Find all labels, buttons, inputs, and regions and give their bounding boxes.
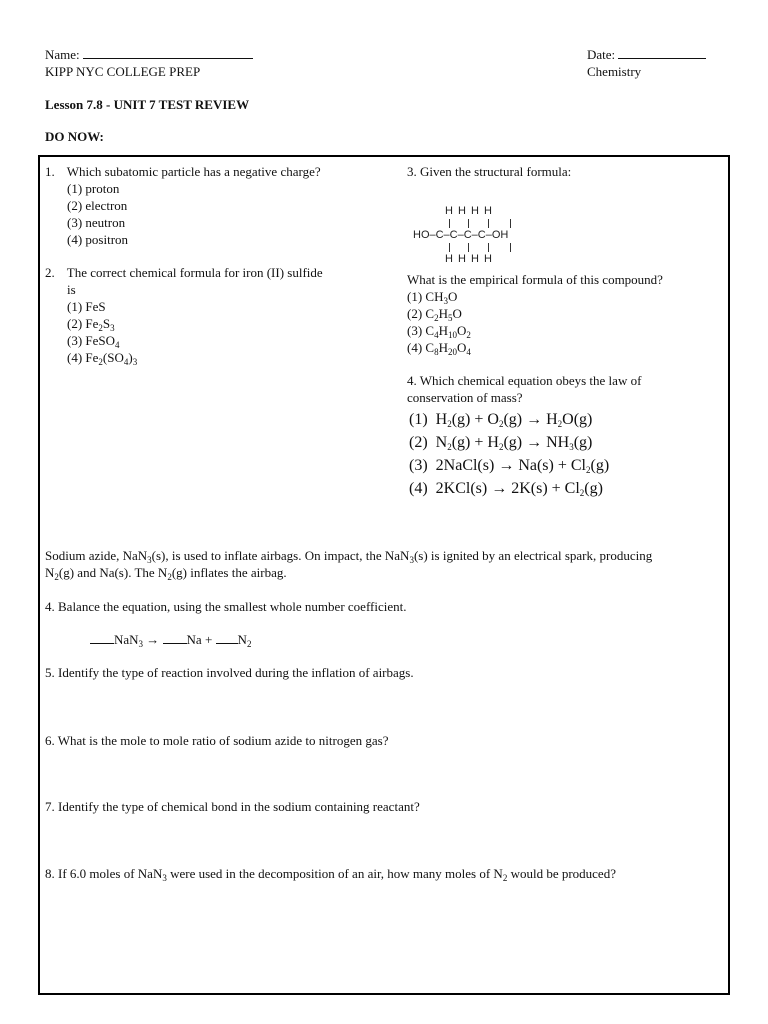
- q1-option-2: (2) electron: [67, 198, 128, 213]
- q3-option-1: (1) $CH_3O$: [407, 289, 458, 306]
- balance-question: 4. Balance the equation, using the smallest whole number coefficient.: [45, 599, 407, 614]
- structural-formula: [413, 205, 553, 267]
- name-label: Name:: [45, 47, 80, 62]
- q2-number: 2.: [45, 265, 55, 280]
- coefficient-blank-1[interactable]: [90, 632, 114, 644]
- date-field: [587, 47, 706, 63]
- equation-2: (2) $N_2(g) + H_2(g) \to NH_3(g)$: [409, 434, 593, 452]
- question-2: [45, 264, 323, 366]
- balance-equation: $NaN_3 \to Na + N_2$: [90, 631, 251, 648]
- q3-question: What is the empirical formula of this compound?: [407, 272, 663, 287]
- q1-option-4: (4) positron: [67, 232, 129, 247]
- question-8: 8. If 6.0 moles of NaN$_3$ were used in the decomposition of an air, how many moles of $N_2$ would be produced?: [45, 866, 616, 883]
- equation-3: (3) 2NaCl(s) → $Na(s) + Cl_2(g)$: [409, 457, 610, 475]
- equation-4: (4) $2KCl(s) \to 2K(s) + Cl_2(g)$: [409, 480, 603, 498]
- question-3: [407, 163, 571, 180]
- q2-option-3: (3) FeSO$_4$: [67, 333, 120, 350]
- question-5: 5. Identify the type of reaction involved during the inflation of airbags.: [45, 665, 414, 680]
- question-1: [45, 163, 321, 248]
- question-6: 6. What is the mole to mole ratio of sodium azide to nitrogen gas?: [45, 733, 389, 748]
- passage-line-1: Sodium azide, NaN$_3$(s), is used to inflate airbags. On impact, the NaN$_3$(s) is ignited by an electrical spark, producing: [45, 548, 653, 565]
- question-7: 7. Identify the type of chemical bond in the sodium containing reactant?: [45, 799, 420, 814]
- name-field: [45, 47, 253, 63]
- q2-option-2: (2) $Fe_2S_3$: [67, 316, 115, 333]
- q2-text: The correct chemical formula for iron (II) sulfide: [66, 265, 323, 280]
- question-4-mc: [407, 372, 641, 406]
- passage-line-2: $N_2(g)$ and Na(s). The $N_2(g)$ inflates the airbag.: [45, 565, 287, 582]
- q3-option-3: (3) $C_4H_{10}O_2$: [407, 323, 471, 340]
- struct-bottom-h: H H H H: [445, 253, 493, 265]
- equation-1: (1) $H_2(g) + O_2(g) \to H_2O(g)$: [409, 411, 593, 429]
- struct-top-h: H H H H: [445, 205, 493, 217]
- airbag-passage: [45, 547, 652, 581]
- struct-main-chain: HO–C–C–C–C–OH: [413, 229, 509, 241]
- do-now-heading: DO NOW:: [45, 129, 104, 144]
- subject: Chemistry: [587, 64, 642, 79]
- q1-text: Which subatomic particle has a negative charge?: [66, 164, 321, 179]
- q1-option-1: (1) proton: [67, 181, 120, 196]
- date-blank[interactable]: [618, 47, 706, 59]
- name-blank[interactable]: [83, 47, 253, 59]
- coefficient-blank-3[interactable]: [216, 632, 238, 644]
- question-3-choices: [407, 271, 663, 356]
- q4-text-1: 4. Which chemical equation obeys the law of: [407, 373, 642, 388]
- q3-option-2: (2) $C_2H_5O$: [407, 306, 462, 323]
- school-name: KIPP NYC COLLEGE PREP: [45, 64, 201, 79]
- q1-number: 1.: [45, 164, 55, 179]
- equation-list: [409, 408, 609, 500]
- q2-text-cont: is: [67, 282, 76, 297]
- q1-option-3: (3) neutron: [67, 215, 126, 230]
- q3-option-4: (4) $C_8H_{20}O_4$: [407, 340, 471, 357]
- q2-option-4: (4) $Fe_2(SO_4)_3$: [67, 350, 138, 367]
- lesson-title: Lesson 7.8 - UNIT 7 TEST REVIEW: [45, 97, 250, 112]
- date-label: Date:: [587, 47, 616, 62]
- q4-text-2: conservation of mass?: [407, 390, 523, 405]
- q3-number: 3.: [407, 164, 417, 179]
- q3-text: Given the structural formula:: [420, 164, 572, 179]
- coefficient-blank-2[interactable]: [163, 632, 187, 644]
- q2-option-1: (1) FeS: [67, 299, 106, 314]
